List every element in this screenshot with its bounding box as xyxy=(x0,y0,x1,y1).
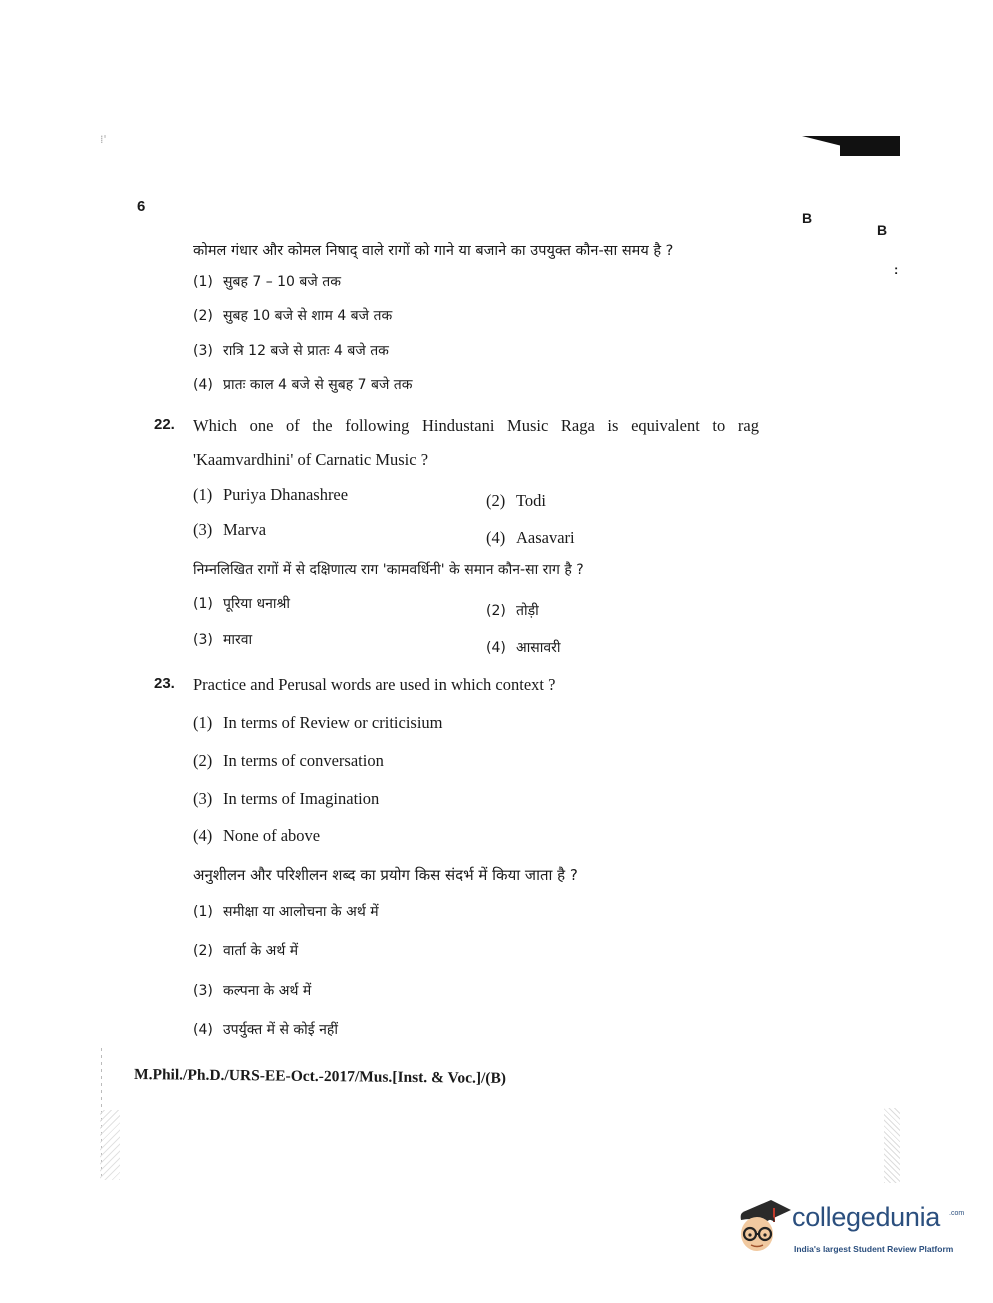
question-22-option-1: (1) Puriya Dhanashree xyxy=(193,485,349,504)
question-23-text: Practice and Perusal words are used in which context ? xyxy=(193,675,556,694)
brand-tagline: India's largest Student Review Platform xyxy=(794,1244,954,1254)
set-label: B xyxy=(802,210,813,226)
question-21-option-3: (3) रात्रि 12 बजे से प्रातः 4 बजे तक xyxy=(193,343,389,359)
set-label-secondary: B xyxy=(877,222,888,238)
question-23-option-1-hindi: (1) समीक्षा या आलोचना के अर्थ में xyxy=(193,904,379,920)
collegedunia-watermark xyxy=(735,1198,965,1258)
question-22-option-1-hindi: (1) पूरिया धनाश्री xyxy=(193,596,291,612)
question-23-option-2-hindi: (2) वार्ता के अर्थ में xyxy=(193,943,299,959)
question-23-option-3: (3) In terms of Imagination xyxy=(193,789,380,808)
question-22-text-hindi: निम्नलिखित रागों में से दक्षिणात्य राग 'कामवर्धिनी' के समान कौन-सा राग है ? xyxy=(193,562,584,578)
brand-name: collegedunia xyxy=(792,1202,941,1232)
question-22-option-2: (2) Todi xyxy=(486,491,547,510)
question-21-option-2: (2) सुबह 10 बजे से शाम 4 बजे तक xyxy=(193,308,393,324)
question-22-option-3-hindi: (3) मारवा xyxy=(193,632,253,648)
question-22-option-4-hindi: (4) आसावरी xyxy=(486,640,561,656)
question-23-option-4: (4) None of above xyxy=(193,826,321,845)
question-22-option-4: (4) Aasavari xyxy=(486,528,575,547)
scan-black-wedge xyxy=(802,136,842,146)
scan-noise-left xyxy=(100,1110,120,1180)
question-21-option-4: (4) प्रातः काल 4 बजे से सुबह 7 बजे तक xyxy=(193,377,413,393)
question-23-option-2: (2) In terms of conversation xyxy=(193,751,384,770)
scan-corner-mark: ⁞' xyxy=(100,133,107,146)
question-22-option-2-hindi: (2) तोड़ी xyxy=(486,603,539,619)
question-21-text-hindi: कोमल गंधार और कोमल निषाद् वाले रागों को गाने या बजाने का उपयुक्त कौन-सा समय है ? xyxy=(193,243,674,259)
page-number: 6 xyxy=(137,198,146,215)
question-23-option-4-hindi: (4) उपर्युक्त में से कोई नहीं xyxy=(193,1022,338,1038)
question-22-text-line-2: 'Kaamvardhini' of Carnatic Music ? xyxy=(193,450,429,469)
question-23-option-1: (1) In terms of Review or criticisium xyxy=(193,713,443,732)
question-22-text-line-1: Which one of the following Hindustani Music Raga is equivalent to rag xyxy=(193,416,759,435)
scan-noise-right xyxy=(884,1108,900,1183)
question-23-option-3-hindi: (3) कल्पना के अर्थ में xyxy=(193,983,312,999)
question-21-option-1: (1) सुबह 7 – 10 बजे तक xyxy=(193,274,341,290)
question-23-text-hindi: अनुशीलन और परिशीलन शब्द का प्रयोग किस संदर्भ में किया जाता है ? xyxy=(193,866,578,884)
question-23-number: 23. xyxy=(154,675,175,692)
question-22-option-3: (3) Marva xyxy=(193,520,267,539)
edge-mark: : xyxy=(894,262,899,277)
brand-dotcom: .com xyxy=(949,1210,965,1217)
paper-code-footer: M.Phil./Ph.D./URS-EE-Oct.-2017/Mus.[Inst. & Voc.]/(B) xyxy=(133,1066,507,1087)
scan-black-bar xyxy=(840,136,900,156)
question-22-number: 22. xyxy=(154,416,175,433)
student-mascot-icon xyxy=(735,1198,793,1256)
